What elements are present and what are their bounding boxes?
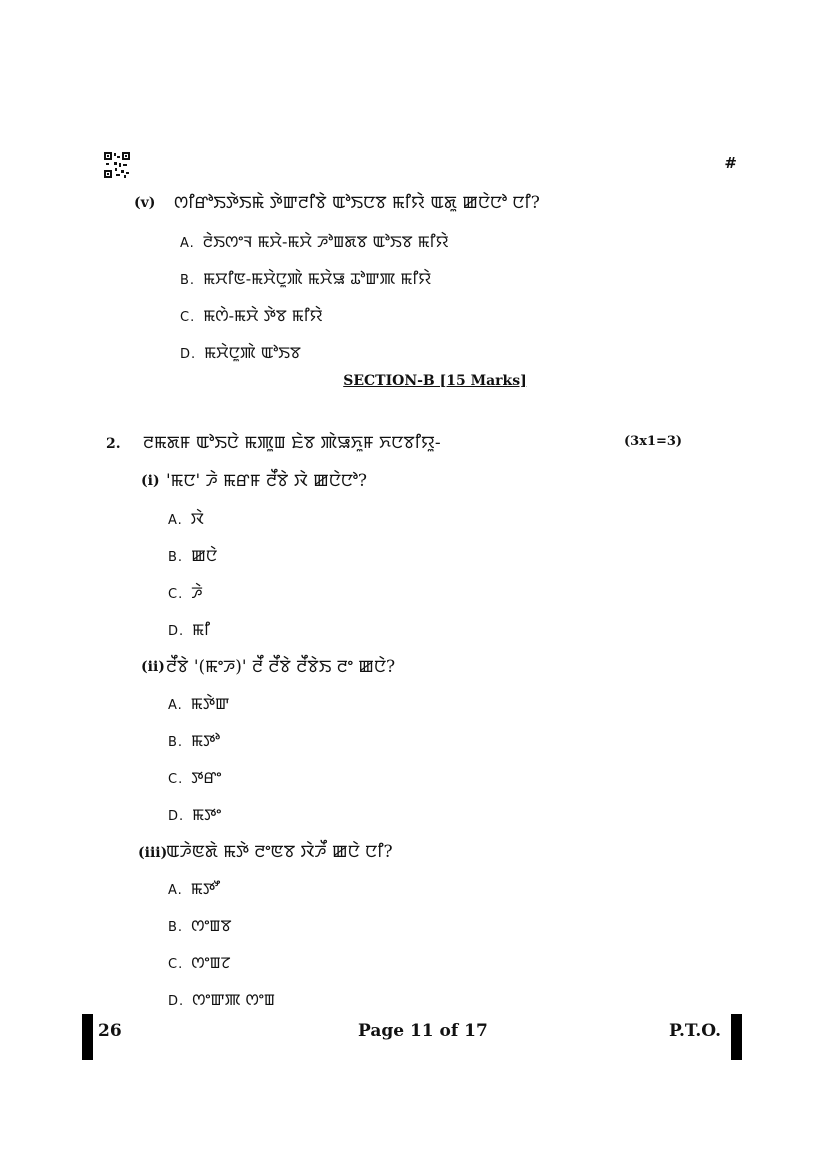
option-letter: A. [168,883,183,898]
footer-left-bar [82,1014,93,1060]
option-letter: C. [168,772,184,787]
qr-code-icon [104,152,130,178]
sub-question-stem: 'ꯃꯅ' ꯍꯥ ꯃꯔꯝ ꯂꯩꯕꯥ ꯋꯥ ꯀꯅꯥꯅꯣ? [166,471,368,491]
option-text: ꯃꯇꯥꯛ [190,694,230,713]
option-b [168,730,220,752]
option-text: ꯃꯁꯥ-ꯃꯆꯥ ꯇꯥꯕ ꯃꯤꯌꯥ [203,306,323,325]
footer-pto: P.T.O. [669,1021,721,1041]
option-text: ꯃꯆꯤꯟ-ꯃꯆꯥꯅꯨꯄꯥ ꯃꯆꯥꯎ ꯊꯣꯛꯄ ꯃꯤꯌꯥ [203,269,432,288]
section-heading: SECTION-B [15 Marks] [343,373,527,389]
header-hash: # [724,154,737,172]
option-c [168,767,221,789]
option-text: ꯂꯥꯏꯁꯦꯜ ꯃꯆꯥ-ꯃꯆꯥ ꯍꯣꯡꯗꯕ ꯑꯣꯏꯕ ꯃꯤꯌꯥ [202,232,449,251]
option-letter: A. [168,698,183,713]
option-text: ꯃꯇꯦ [192,805,222,824]
option-c [168,952,230,974]
option-b [168,545,217,567]
option-letter: B. [168,550,184,565]
footer-right-bar [731,1014,742,1060]
option-letter: C. [168,587,184,602]
question-stem: ꯂꯃꯗꯝ ꯑꯣꯏꯅꯥ ꯃꯄꯨꯡ ꯐꯥꯕ ꯄꯥꯎꯈꯨꯝ ꯈꯅꯕꯤꯌꯨ- [143,433,441,453]
option-d [180,342,301,364]
option-text: ꯍꯥ [191,583,203,602]
option-d [168,804,221,826]
question-number: 2. [106,436,121,452]
option-text: ꯇꯔꯦ [191,768,222,787]
option-letter: B. [168,735,184,750]
footer-code: 26 [98,1021,122,1041]
question-stem: ꯁꯤꯔꯣꯏꯇꯥꯏꯃꯥ ꯇꯥꯛꯂꯤꯕꯥ ꯑꯣꯏꯅꯕ ꯃꯤꯌꯥ ꯑꯗꯨ ꯀꯅꯥꯅꯣ ꯅꯤ? [174,193,540,213]
marks-allocation: (3x1=3) [624,434,683,449]
option-text: ꯀꯅꯥ [191,546,218,565]
question-number: (v) [134,195,156,211]
option-c [168,582,203,604]
option-text: ꯃꯇꯧ [190,879,220,898]
option-letter: B. [168,920,184,935]
sub-question-number: (i) [141,473,160,489]
option-text: ꯃꯇꯣ [191,731,220,750]
option-c [180,305,323,327]
option-letter: D. [168,994,185,1009]
option-text: ꯋꯥ [190,509,204,528]
sub-question-stem: ꯑꯍꯥꯟꯗꯥ ꯃꯇꯥ ꯂꯦꯟꯕ ꯋꯥꯍꯩ ꯀꯅꯥ ꯅꯤ? [166,842,393,862]
option-b [180,268,431,290]
option-letter: D. [168,624,185,639]
option-text: ꯁꯦꯡꯕ [191,916,232,935]
option-a [180,231,449,253]
option-a [168,693,229,715]
option-letter: A. [168,513,183,528]
option-a [168,878,220,900]
option-letter: D. [168,809,185,824]
sub-question-number: (ii) [141,659,165,675]
option-text: ꯃꯆꯥꯅꯨꯄꯥ ꯑꯣꯏꯕ [204,343,301,362]
option-letter: B. [180,273,196,288]
option-letter: C. [168,957,184,972]
option-letter: D. [180,347,197,362]
footer-page-number: Page 11 of 17 [358,1021,488,1041]
option-b [168,915,231,937]
option-a [168,508,204,530]
option-d [168,989,275,1011]
option-letter: A. [180,236,195,251]
option-text: ꯁꯦꯡꯖ [191,953,231,972]
sub-question-stem: ꯂꯩꯕꯥ '(ꯃꯦꯍ)' ꯂꯩ ꯂꯩꯕꯥ ꯂꯩꯕꯥꯏ ꯂꯦ ꯀꯅꯥ? [166,657,396,677]
option-letter: C. [180,310,196,325]
option-text: ꯁꯦꯛꯄ ꯁꯦꯡ [192,990,276,1009]
sub-question-number: (iii) [138,845,168,861]
option-text: ꯃꯤ [192,620,211,639]
option-d [168,619,210,641]
